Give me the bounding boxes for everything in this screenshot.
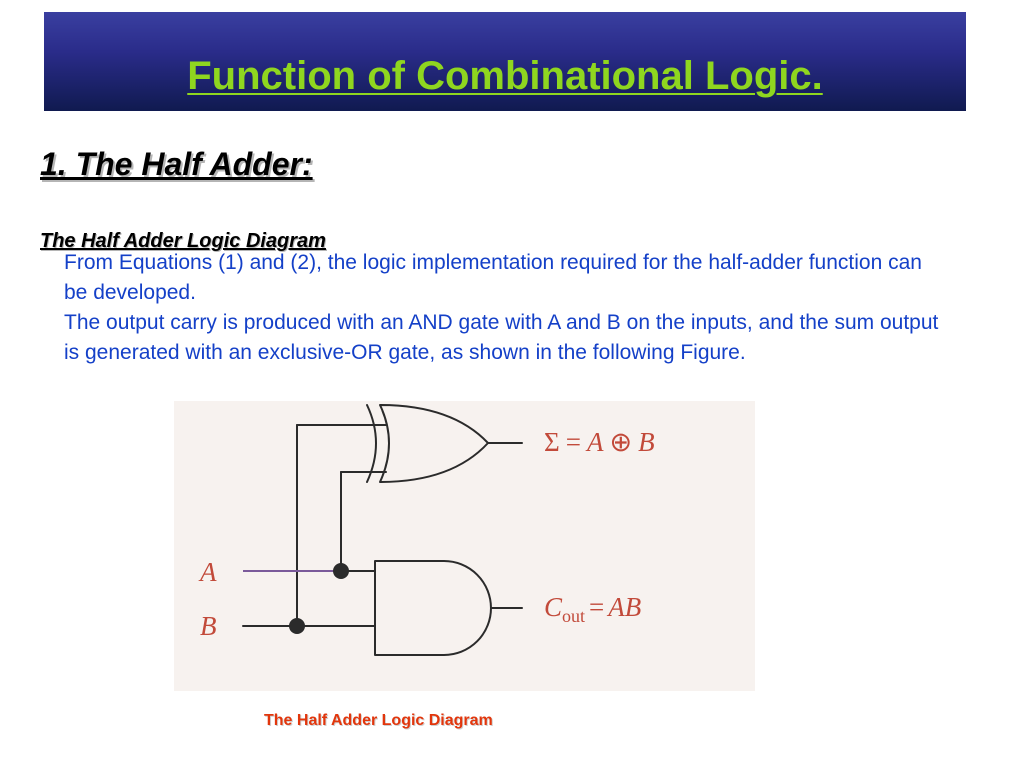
figure-caption: The Half Adder Logic Diagram (264, 712, 493, 729)
paragraph-carry-sum: The output carry is produced with an AND gate with A and B on the inputs, and the sum output is generated with an exclusive-OR gate, as shown in the following Figure. (64, 311, 939, 364)
body-text (64, 248, 944, 368)
input-b-label: B (200, 611, 217, 641)
sum-operand-a: A (586, 427, 604, 457)
title-bar (44, 12, 966, 111)
sum-equals: = (565, 427, 581, 457)
junction-dot-a (333, 563, 349, 579)
input-a-label: A (200, 557, 217, 587)
half-adder-figure (174, 401, 755, 691)
carry-subscript: out (562, 606, 586, 626)
paragraph-equations: From Equations (1) and (2), the logic implementation required for the half-adder function can be developed. (64, 251, 922, 304)
diagram-subheading: The Half Adder Logic Diagram (40, 230, 326, 252)
carry-symbol: C (544, 592, 563, 622)
xor-extra-arc (367, 405, 376, 482)
slide-title: Function of Combinational Logic. (187, 54, 823, 98)
sum-operand-b: B (638, 427, 655, 457)
half-adder-diagram (174, 401, 755, 691)
carry-expression: AB (608, 592, 642, 622)
carry-equation (544, 592, 641, 626)
junction-dot-b (289, 618, 305, 634)
xor-gate (380, 405, 488, 482)
sum-symbol: Σ (544, 427, 560, 457)
and-gate (375, 561, 491, 655)
sum-equation (544, 427, 655, 457)
xor-operator: ⊕ (609, 427, 633, 457)
section-heading: 1. The Half Adder: (40, 146, 313, 182)
carry-equals: = (589, 592, 605, 622)
